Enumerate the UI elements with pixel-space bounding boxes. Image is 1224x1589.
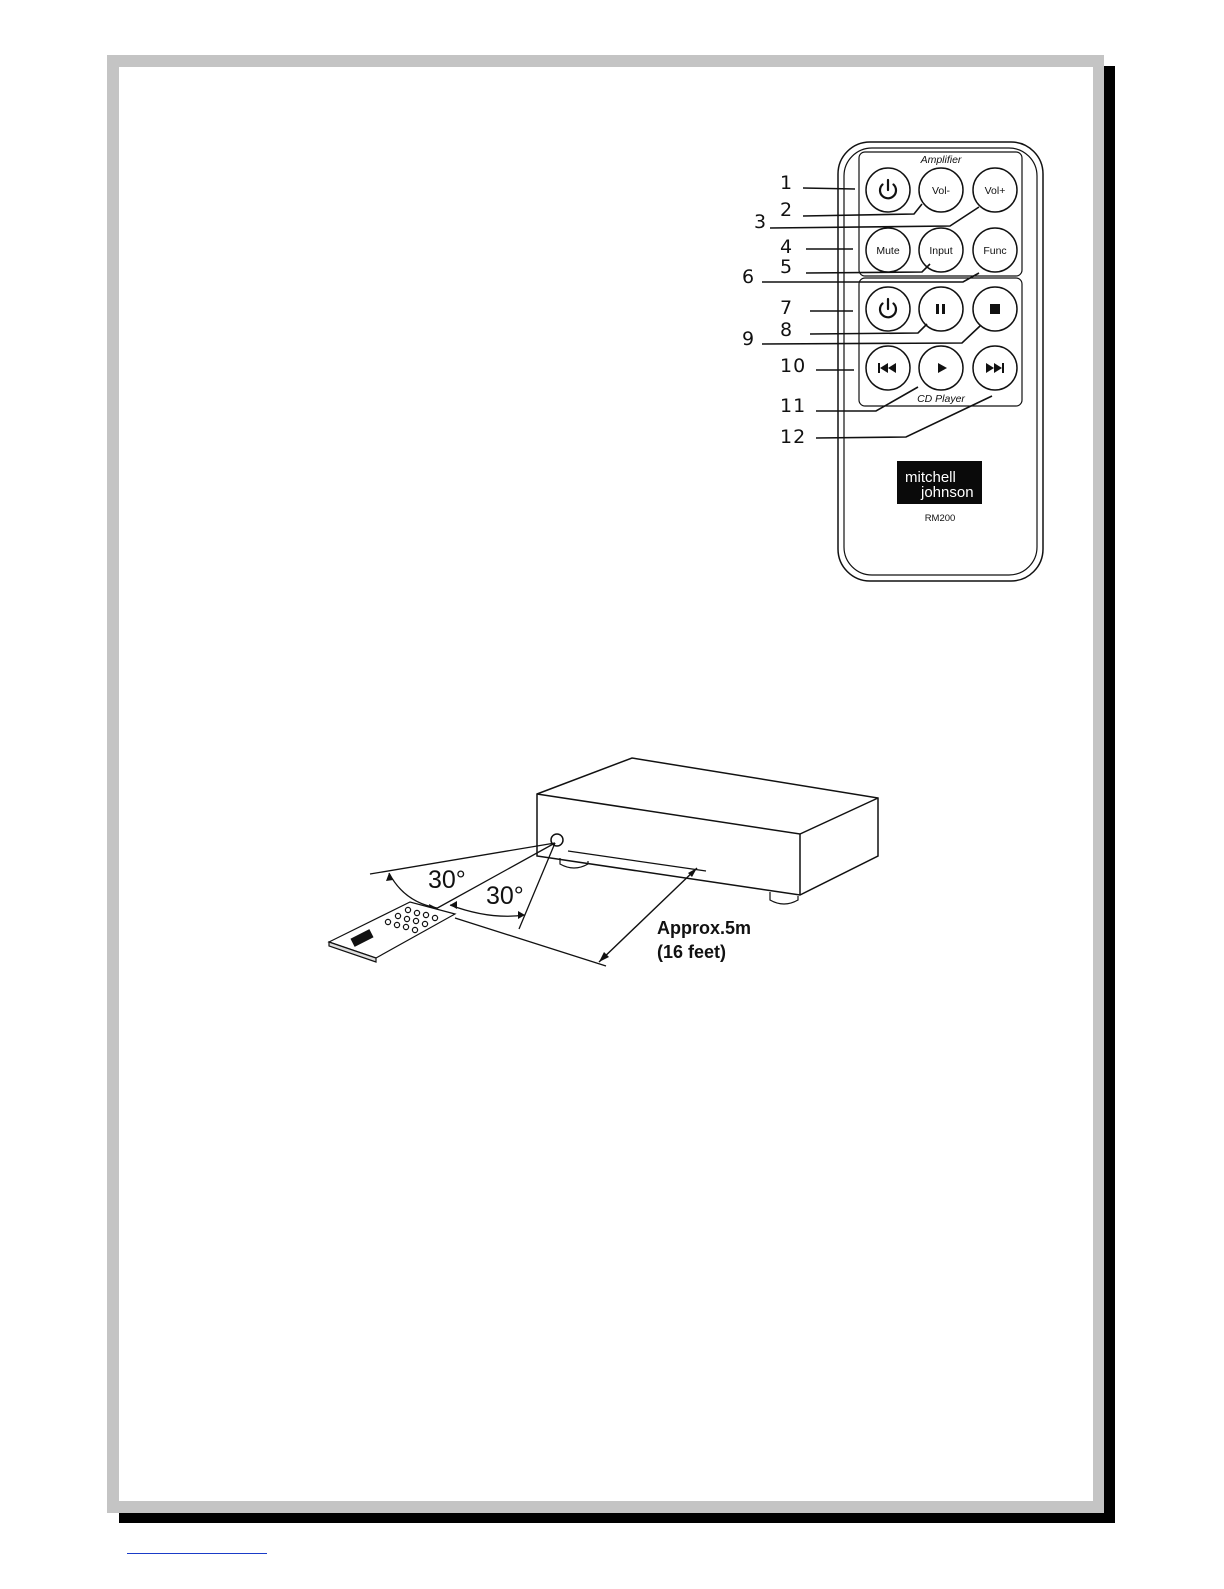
callout-6: 6: [742, 266, 756, 288]
callout-3: 3: [754, 211, 768, 233]
footer-rule: [127, 1553, 267, 1554]
amplifier-group-label: Amplifier: [920, 154, 962, 166]
brand-logo: [897, 461, 982, 504]
angle-right-label: 30°: [486, 882, 524, 910]
angle-left-label: 30°: [428, 866, 466, 894]
vol-up-label: Vol+: [984, 185, 1006, 197]
func-label: Func: [983, 245, 1007, 257]
cd-player-group-label: CD Player: [917, 393, 965, 405]
input-label: Input: [929, 245, 953, 257]
callout-4: 4: [780, 236, 794, 258]
callout-11: 11: [780, 395, 807, 417]
stop-icon: [990, 304, 1000, 314]
callout-8: 8: [780, 319, 794, 341]
callout-2: 2: [780, 199, 794, 221]
callout-10: 10: [780, 355, 807, 377]
model-label: RM200: [924, 513, 956, 524]
callout-5: 5: [780, 256, 794, 278]
vol-down-label: Vol-: [931, 185, 951, 197]
distance-label-line2: (16 feet): [657, 942, 727, 962]
callout-1: 1: [780, 172, 794, 194]
callout-9: 9: [742, 328, 756, 350]
mute-label: Mute: [876, 245, 900, 257]
brand-line2: johnson: [921, 484, 974, 501]
callout-7: 7: [780, 297, 794, 319]
brand-line1: mitchell: [905, 469, 956, 486]
distance-label-line1: Approx.5m: [657, 918, 752, 938]
callout-12: 12: [780, 426, 807, 448]
